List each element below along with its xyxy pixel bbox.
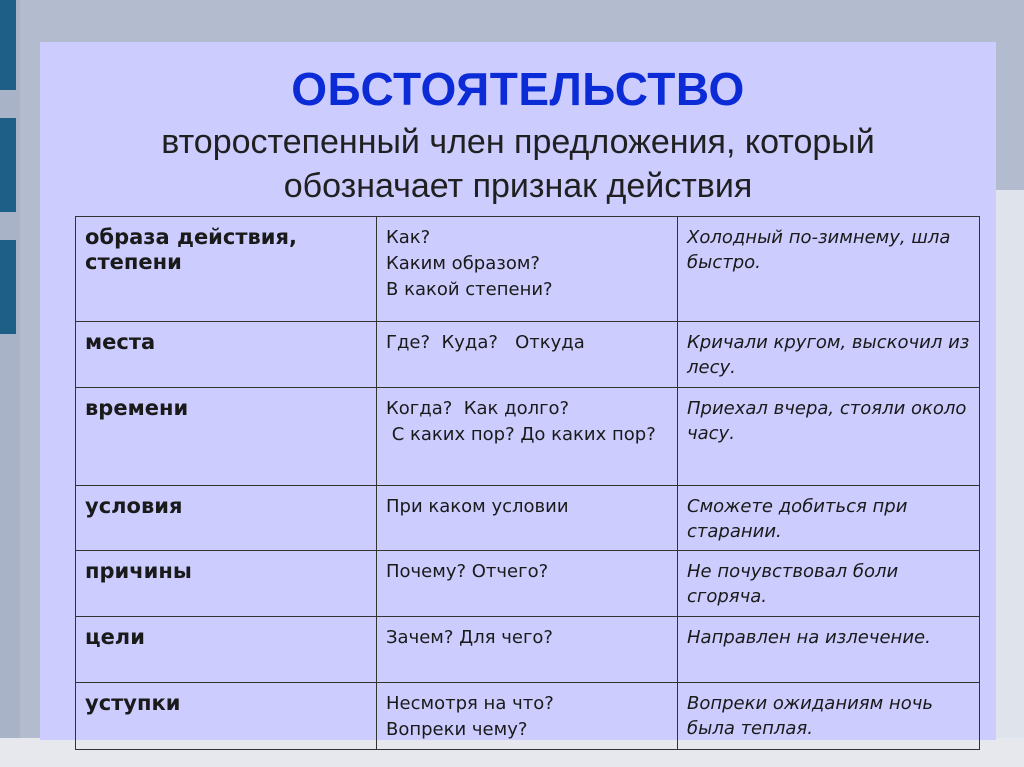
question-text: Как? — [386, 227, 431, 248]
table-row — [76, 322, 980, 388]
example-cell: Кричали кругом, выскочил из лесу. — [678, 322, 980, 388]
table-row — [76, 683, 980, 750]
decorative-strip — [0, 0, 16, 90]
question-text: Несмотря на что? — [386, 693, 554, 714]
question-text: Почему? Отчего? — [386, 561, 549, 582]
question-text: Зачем? Для чего? — [386, 627, 553, 648]
example-cell: Не почувствовал боли сгоряча. — [678, 551, 980, 617]
adverbial-type-cell: времени — [76, 388, 377, 486]
table-row — [76, 551, 980, 617]
slide-subtitle — [40, 120, 996, 208]
decorative-strip — [0, 118, 16, 212]
left-background-stripe — [0, 0, 20, 767]
question-text: Когда? Как долго? — [386, 398, 570, 419]
adverbial-type-cell: причины — [76, 551, 377, 617]
slide-panel — [40, 42, 996, 740]
adverbial-type-cell: условия — [76, 486, 377, 551]
adverbial-type-cell: места — [76, 322, 377, 388]
decorative-strip — [0, 240, 16, 334]
questions-cell — [377, 617, 678, 683]
slide-title: ОБСТОЯТЕЛЬСТВО — [291, 63, 745, 115]
example-cell: Приехал вчера, стояли около часу. — [678, 388, 980, 486]
adverbial-type-cell: образа действия, степени — [76, 217, 377, 322]
table-row — [76, 217, 980, 322]
example-cell: Сможете добиться при старании. — [678, 486, 980, 551]
question-text: В какой степени? — [386, 279, 553, 300]
example-cell: Вопреки ожиданиям ночь была теплая. — [678, 683, 980, 750]
questions-cell — [377, 388, 678, 486]
adverbial-type-cell: уступки — [76, 683, 377, 750]
question-text: При каком условии — [386, 496, 569, 517]
questions-cell — [377, 551, 678, 617]
questions-cell — [377, 683, 678, 750]
question-text: Каким образом? — [386, 253, 540, 274]
example-cell: Направлен на излечение. — [678, 617, 980, 683]
question-text: Где? Куда? Откуда — [386, 332, 585, 353]
questions-cell — [377, 486, 678, 551]
question-text: С каких пор? До каких пор? — [386, 424, 656, 445]
table-row — [76, 617, 980, 683]
subtitle-line: второстепенный член предложения, который — [161, 123, 875, 161]
adverbial-types-table — [75, 216, 980, 750]
adverbial-type-cell: цели — [76, 617, 377, 683]
question-text: Вопреки чему? — [386, 719, 528, 740]
table-row — [76, 486, 980, 551]
subtitle-line: обозначает признак действия — [283, 167, 753, 205]
questions-cell — [377, 322, 678, 388]
questions-cell — [377, 217, 678, 322]
example-cell: Холодный по-зимнему, шла быстро. — [678, 217, 980, 322]
table-row — [76, 388, 980, 486]
right-background-pane — [994, 190, 1024, 767]
